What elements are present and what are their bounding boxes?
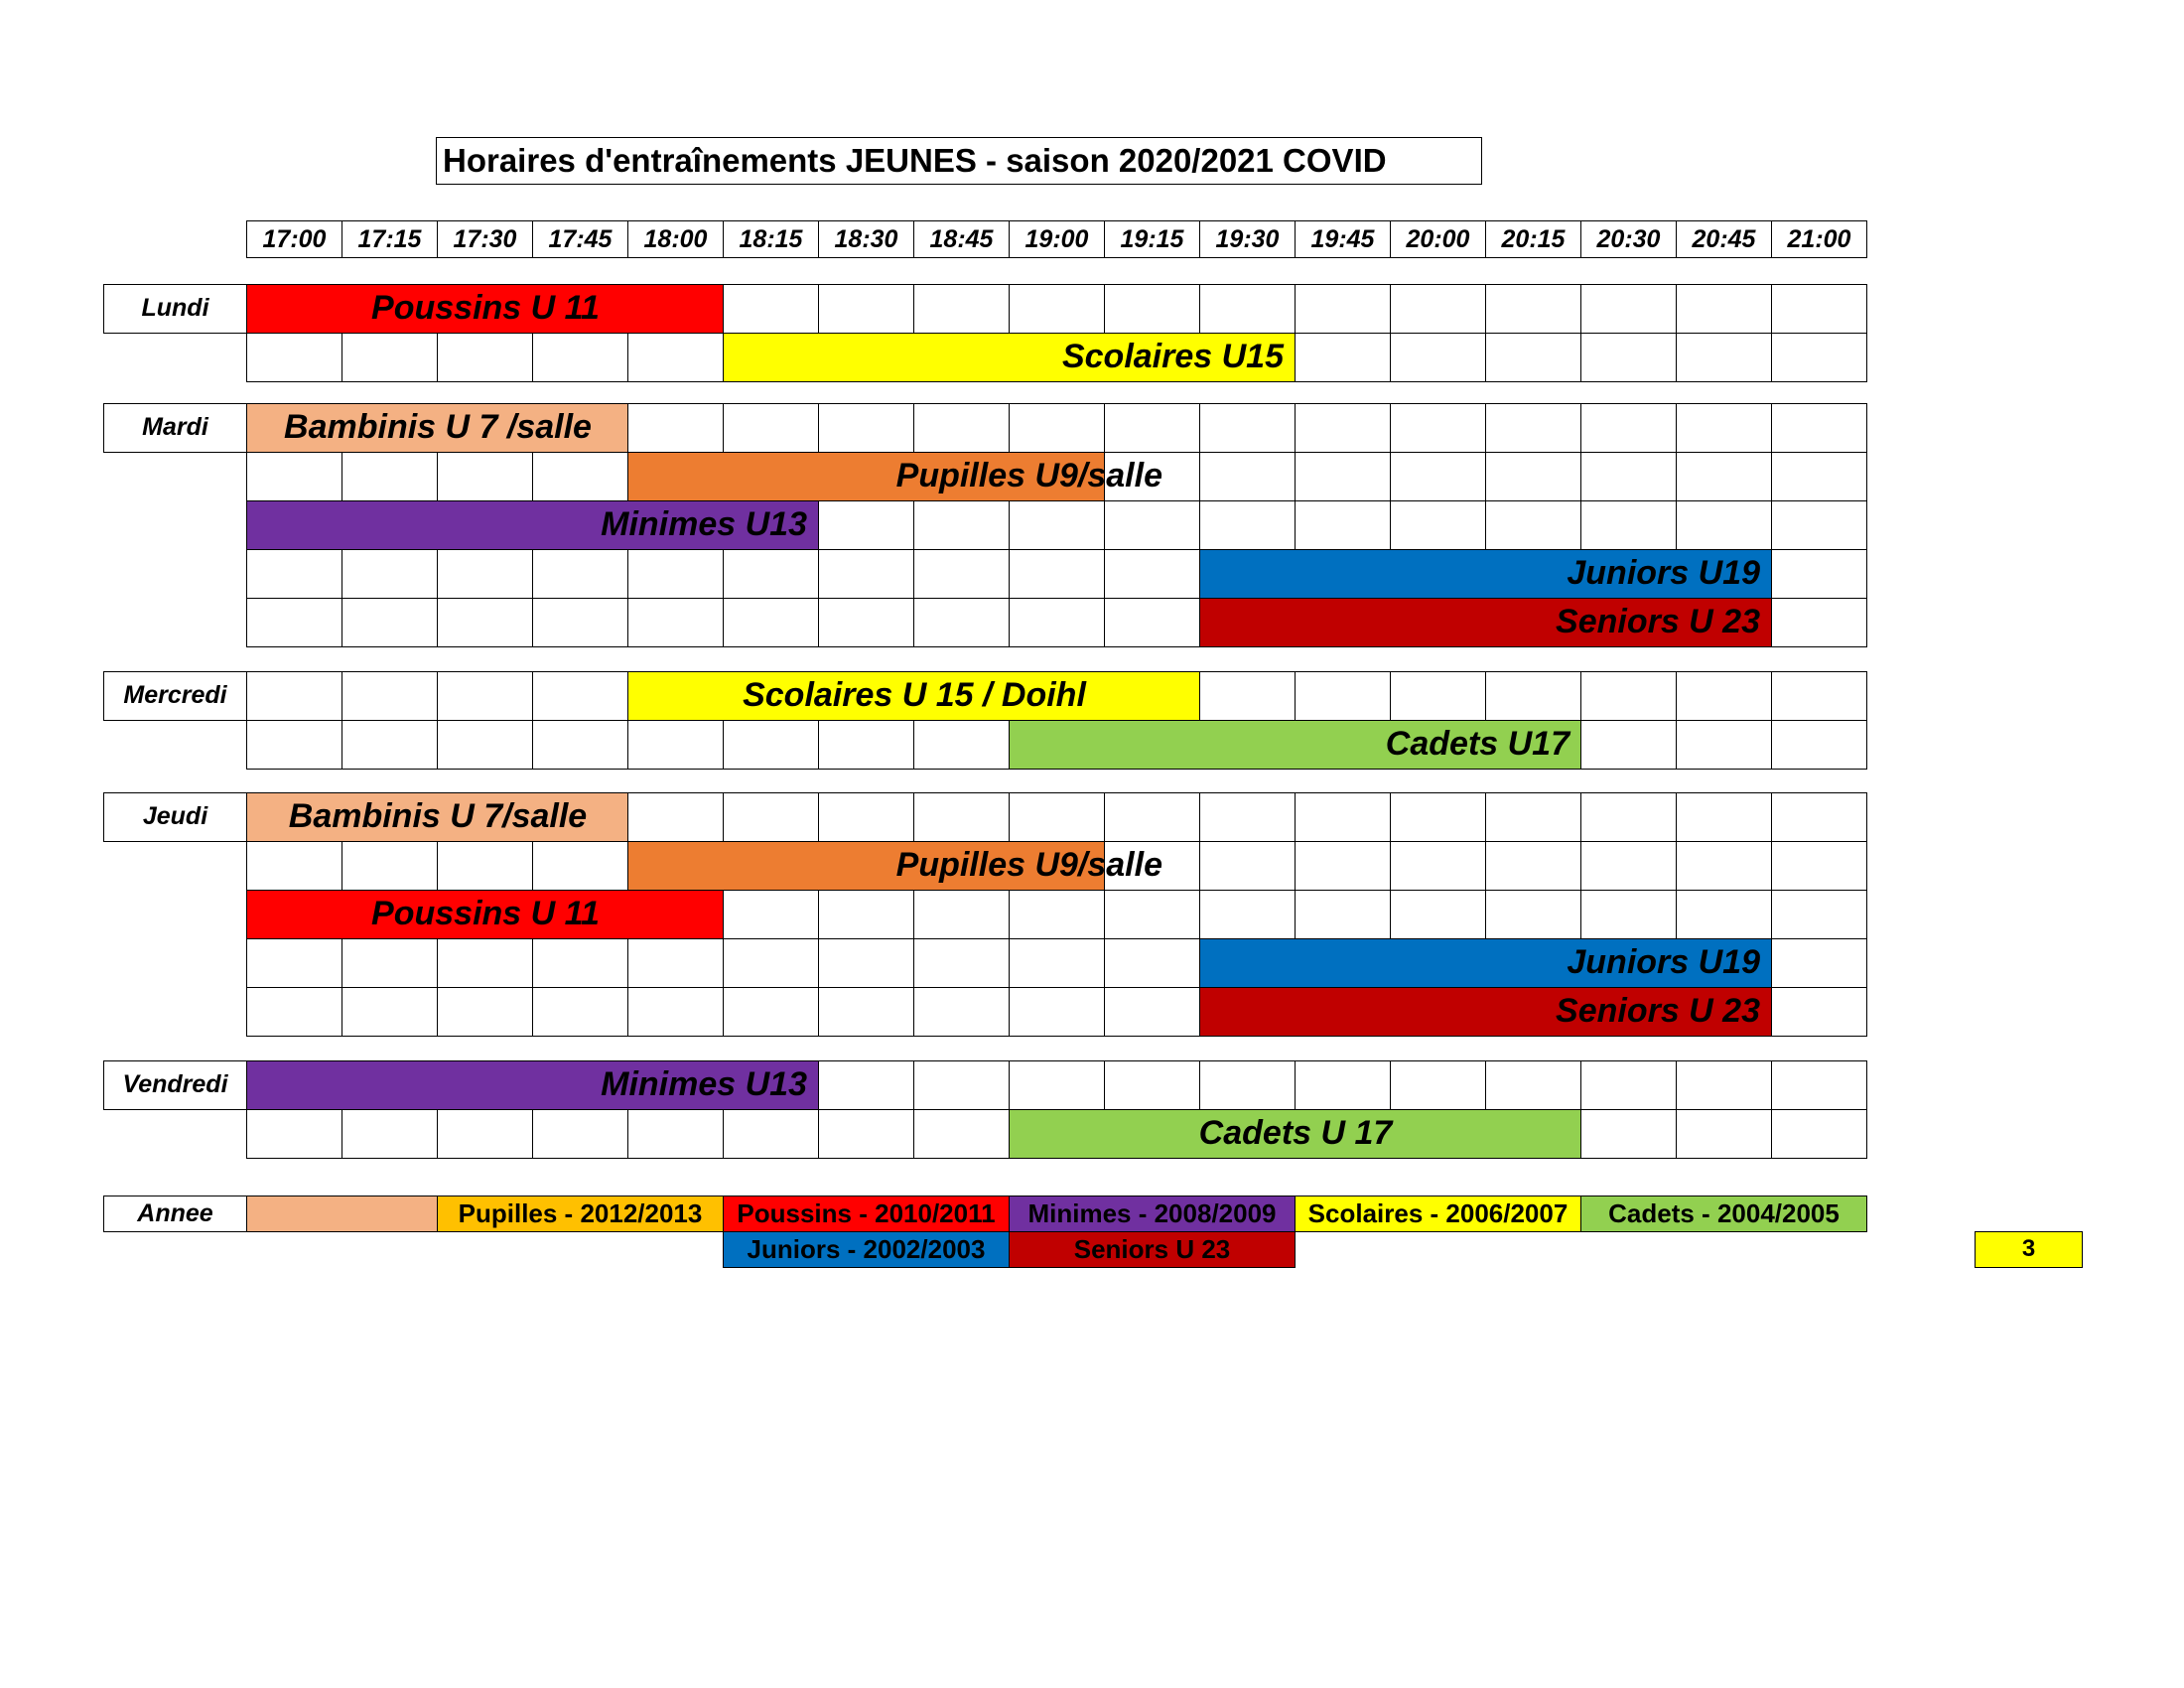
grid-cell	[1104, 792, 1200, 842]
grid-cell	[913, 500, 1010, 550]
grid-cell	[1580, 671, 1677, 721]
time-header-cell: 18:45	[913, 220, 1010, 258]
grid-cell	[437, 333, 533, 382]
grid-cell	[723, 890, 819, 939]
grid-cell	[723, 549, 819, 599]
grid-cell	[246, 987, 342, 1037]
day-label: Vendredi	[103, 1060, 247, 1110]
grid-cell	[818, 792, 914, 842]
legend-item: Minimes - 2008/2009	[1009, 1196, 1296, 1232]
grid-cell	[246, 333, 342, 382]
session-bar	[1199, 549, 1772, 599]
grid-cell	[1771, 671, 1867, 721]
grid-cell	[913, 549, 1010, 599]
grid-cell	[1295, 841, 1391, 891]
grid-cell	[913, 598, 1010, 647]
grid-cell	[627, 1109, 724, 1159]
grid-cell	[1390, 333, 1486, 382]
grid-cell	[1104, 890, 1200, 939]
grid-cell	[1580, 792, 1677, 842]
grid-cell	[437, 549, 533, 599]
grid-cell	[627, 549, 724, 599]
grid-cell	[1295, 1060, 1391, 1110]
grid-cell	[437, 938, 533, 988]
grid-cell	[1771, 549, 1867, 599]
session-label: Poussins U 11	[371, 895, 600, 932]
grid-cell	[1676, 452, 1772, 501]
grid-cell	[1485, 284, 1581, 334]
grid-cell	[1485, 1060, 1581, 1110]
grid-cell	[437, 841, 533, 891]
grid-cell	[723, 792, 819, 842]
session-bar	[1199, 598, 1772, 647]
session-bar	[1199, 938, 1772, 988]
grid-cell	[1485, 500, 1581, 550]
grid-cell	[437, 671, 533, 721]
grid-cell	[818, 987, 914, 1037]
time-header-cell: 17:30	[437, 220, 533, 258]
session-label: Seniors U 23	[1556, 603, 1760, 640]
grid-cell	[1580, 890, 1677, 939]
grid-cell	[532, 1109, 628, 1159]
grid-cell	[1580, 452, 1677, 501]
grid-cell	[1580, 841, 1677, 891]
grid-cell	[1676, 1109, 1772, 1159]
grid-cell	[246, 671, 342, 721]
grid-cell	[532, 549, 628, 599]
grid-cell	[1485, 671, 1581, 721]
grid-cell	[1676, 671, 1772, 721]
grid-cell	[1676, 403, 1772, 453]
time-header-cell: 21:00	[1771, 220, 1867, 258]
grid-cell	[1104, 549, 1200, 599]
session-label: Scolaires U 15 / Doihl	[743, 676, 1086, 714]
grid-cell	[1580, 333, 1677, 382]
grid-cell	[1771, 1060, 1867, 1110]
grid-cell	[1390, 403, 1486, 453]
session-label: Juniors U19	[1567, 943, 1760, 981]
grid-cell	[1104, 938, 1200, 988]
grid-cell	[1771, 720, 1867, 770]
day-label: Jeudi	[103, 792, 247, 842]
session-bar	[246, 500, 819, 550]
page-title: Horaires d'entraînements JEUNES - saison 2020/2021 COVID	[436, 137, 1482, 185]
grid-cell	[1104, 598, 1200, 647]
session-label: Cadets U 17	[1198, 1114, 1393, 1152]
grid-cell	[913, 792, 1010, 842]
grid-cell	[246, 720, 342, 770]
session-bar	[246, 284, 724, 334]
grid-cell	[437, 452, 533, 501]
grid-cell	[1390, 284, 1486, 334]
grid-cell	[1676, 284, 1772, 334]
grid-cell	[532, 938, 628, 988]
grid-cell	[913, 403, 1010, 453]
time-header-cell: 18:15	[723, 220, 819, 258]
time-header-cell: 19:30	[1199, 220, 1296, 258]
session-label: Minimes U13	[601, 1065, 807, 1103]
session-label: Pupilles U9/salle	[895, 846, 1162, 884]
grid-cell	[341, 598, 438, 647]
grid-cell	[1390, 841, 1486, 891]
legend-item	[246, 1196, 438, 1232]
grid-cell	[1580, 284, 1677, 334]
grid-cell	[1199, 284, 1296, 334]
grid-cell	[913, 938, 1010, 988]
grid-cell	[1199, 841, 1296, 891]
session-bar	[1199, 987, 1772, 1037]
session-label: Scolaires U15	[1061, 338, 1284, 375]
grid-cell	[627, 598, 724, 647]
session-bar	[723, 333, 1296, 382]
grid-cell	[723, 598, 819, 647]
grid-cell	[913, 890, 1010, 939]
grid-cell	[913, 987, 1010, 1037]
grid-cell	[818, 1109, 914, 1159]
day-label: Mercredi	[103, 671, 247, 721]
grid-cell	[532, 720, 628, 770]
grid-cell	[1104, 284, 1200, 334]
grid-cell	[1390, 452, 1486, 501]
grid-cell	[627, 938, 724, 988]
session-bar	[246, 792, 628, 842]
grid-cell	[1676, 500, 1772, 550]
grid-cell	[1580, 1109, 1677, 1159]
grid-cell	[1104, 987, 1200, 1037]
grid-cell	[723, 284, 819, 334]
grid-cell	[341, 452, 438, 501]
grid-cell	[913, 1060, 1010, 1110]
legend-item: Poussins - 2010/2011	[723, 1196, 1010, 1232]
legend-item: Juniors - 2002/2003	[723, 1231, 1010, 1268]
time-header-cell: 17:15	[341, 220, 438, 258]
grid-cell	[341, 671, 438, 721]
session-bar	[1009, 720, 1581, 770]
grid-cell	[913, 284, 1010, 334]
grid-cell	[532, 841, 628, 891]
grid-cell	[1580, 720, 1677, 770]
time-header-cell: 17:45	[532, 220, 628, 258]
grid-cell	[1009, 403, 1105, 453]
grid-cell	[1390, 500, 1486, 550]
grid-cell	[913, 1109, 1010, 1159]
page-number: 3	[1975, 1231, 2083, 1268]
session-label: Cadets U17	[1385, 725, 1570, 763]
day-label: Lundi	[103, 284, 247, 334]
grid-cell	[1580, 403, 1677, 453]
grid-cell	[818, 720, 914, 770]
grid-cell	[246, 938, 342, 988]
day-label: Mardi	[103, 403, 247, 453]
grid-cell	[1295, 333, 1391, 382]
grid-cell	[1676, 1060, 1772, 1110]
grid-cell	[1485, 452, 1581, 501]
session-label: Seniors U 23	[1556, 992, 1760, 1030]
grid-cell	[818, 284, 914, 334]
grid-cell	[1771, 598, 1867, 647]
grid-cell	[1771, 403, 1867, 453]
legend-item: Scolaires - 2006/2007	[1295, 1196, 1581, 1232]
grid-cell	[1104, 500, 1200, 550]
grid-cell	[1199, 671, 1296, 721]
session-label: Bambinis U 7 /salle	[284, 408, 592, 446]
grid-cell	[723, 720, 819, 770]
grid-cell	[532, 671, 628, 721]
grid-cell	[246, 598, 342, 647]
grid-cell	[437, 720, 533, 770]
grid-cell	[1771, 500, 1867, 550]
grid-cell	[246, 1109, 342, 1159]
time-header-cell: 17:00	[246, 220, 342, 258]
grid-cell	[532, 598, 628, 647]
grid-cell	[1009, 598, 1105, 647]
time-header-cell: 19:00	[1009, 220, 1105, 258]
grid-cell	[627, 987, 724, 1037]
time-header-cell: 20:15	[1485, 220, 1581, 258]
grid-cell	[1390, 1060, 1486, 1110]
session-label: Poussins U 11	[371, 289, 600, 327]
grid-cell	[1390, 792, 1486, 842]
grid-cell	[341, 841, 438, 891]
session-label: Bambinis U 7/salle	[288, 797, 588, 835]
grid-cell	[1580, 1060, 1677, 1110]
grid-cell	[818, 403, 914, 453]
grid-cell	[437, 987, 533, 1037]
grid-cell	[1485, 333, 1581, 382]
grid-cell	[1199, 500, 1296, 550]
time-header-cell: 20:45	[1676, 220, 1772, 258]
grid-cell	[1009, 792, 1105, 842]
grid-cell	[1104, 403, 1200, 453]
grid-cell	[1295, 403, 1391, 453]
grid-cell	[1295, 284, 1391, 334]
grid-cell	[818, 549, 914, 599]
grid-cell	[627, 792, 724, 842]
grid-cell	[1485, 792, 1581, 842]
session-bar	[627, 841, 1162, 891]
grid-cell	[1485, 403, 1581, 453]
grid-cell	[1199, 452, 1296, 501]
grid-cell	[723, 403, 819, 453]
grid-cell	[1009, 890, 1105, 939]
session-bar	[1009, 1109, 1581, 1159]
time-header-cell: 20:30	[1580, 220, 1677, 258]
session-bar	[627, 671, 1200, 721]
grid-cell	[1771, 452, 1867, 501]
grid-cell	[1390, 890, 1486, 939]
grid-cell	[1104, 1060, 1200, 1110]
grid-cell	[341, 938, 438, 988]
grid-cell	[341, 720, 438, 770]
grid-cell	[1009, 938, 1105, 988]
grid-cell	[1009, 284, 1105, 334]
grid-cell	[1771, 333, 1867, 382]
legend-item: Pupilles - 2012/2013	[437, 1196, 724, 1232]
grid-cell	[1295, 890, 1391, 939]
time-header-cell: 20:00	[1390, 220, 1486, 258]
grid-cell	[1009, 500, 1105, 550]
grid-cell	[1485, 841, 1581, 891]
grid-cell	[246, 841, 342, 891]
grid-cell	[1390, 671, 1486, 721]
grid-cell	[818, 890, 914, 939]
grid-cell	[1676, 792, 1772, 842]
grid-cell	[1199, 792, 1296, 842]
session-label: Juniors U19	[1567, 554, 1760, 592]
grid-cell	[341, 333, 438, 382]
legend-item: Cadets - 2004/2005	[1580, 1196, 1867, 1232]
time-header-cell: 18:30	[818, 220, 914, 258]
session-bar	[627, 452, 1162, 501]
grid-cell	[1771, 938, 1867, 988]
grid-cell	[341, 549, 438, 599]
grid-cell	[1676, 333, 1772, 382]
grid-cell	[1295, 792, 1391, 842]
session-bar	[246, 890, 724, 939]
grid-cell	[1295, 671, 1391, 721]
grid-cell	[1676, 720, 1772, 770]
grid-cell	[1485, 890, 1581, 939]
legend-item: Seniors U 23	[1009, 1231, 1296, 1268]
grid-cell	[818, 598, 914, 647]
grid-cell	[1771, 841, 1867, 891]
grid-cell	[913, 720, 1010, 770]
grid-cell	[818, 938, 914, 988]
time-header-cell: 19:15	[1104, 220, 1200, 258]
grid-cell	[1771, 792, 1867, 842]
grid-cell	[723, 987, 819, 1037]
grid-cell	[818, 500, 914, 550]
grid-cell	[1199, 1060, 1296, 1110]
grid-cell	[627, 403, 724, 453]
grid-cell	[1676, 890, 1772, 939]
grid-cell	[1199, 890, 1296, 939]
grid-cell	[723, 1109, 819, 1159]
grid-cell	[341, 1109, 438, 1159]
grid-cell	[723, 938, 819, 988]
grid-cell	[437, 1109, 533, 1159]
grid-cell	[341, 987, 438, 1037]
session-bar	[246, 403, 628, 453]
grid-cell	[1771, 284, 1867, 334]
grid-cell	[437, 598, 533, 647]
grid-cell	[246, 452, 342, 501]
grid-cell	[532, 987, 628, 1037]
session-bar	[246, 1060, 819, 1110]
grid-cell	[1771, 987, 1867, 1037]
grid-cell	[1771, 890, 1867, 939]
legend-label: Annee	[103, 1196, 247, 1232]
grid-cell	[246, 549, 342, 599]
grid-cell	[1009, 549, 1105, 599]
time-header-cell: 18:00	[627, 220, 724, 258]
grid-cell	[1199, 403, 1296, 453]
grid-cell	[1009, 1060, 1105, 1110]
session-label: Minimes U13	[601, 505, 807, 543]
grid-cell	[1676, 841, 1772, 891]
grid-cell	[532, 452, 628, 501]
grid-cell	[1295, 500, 1391, 550]
grid-cell	[1771, 1109, 1867, 1159]
session-label: Pupilles U9/salle	[895, 457, 1162, 494]
time-header-cell: 19:45	[1295, 220, 1391, 258]
grid-cell	[627, 720, 724, 770]
grid-cell	[627, 333, 724, 382]
grid-cell	[532, 333, 628, 382]
grid-cell	[1295, 452, 1391, 501]
grid-cell	[1580, 500, 1677, 550]
grid-cell	[818, 1060, 914, 1110]
grid-cell	[1009, 987, 1105, 1037]
